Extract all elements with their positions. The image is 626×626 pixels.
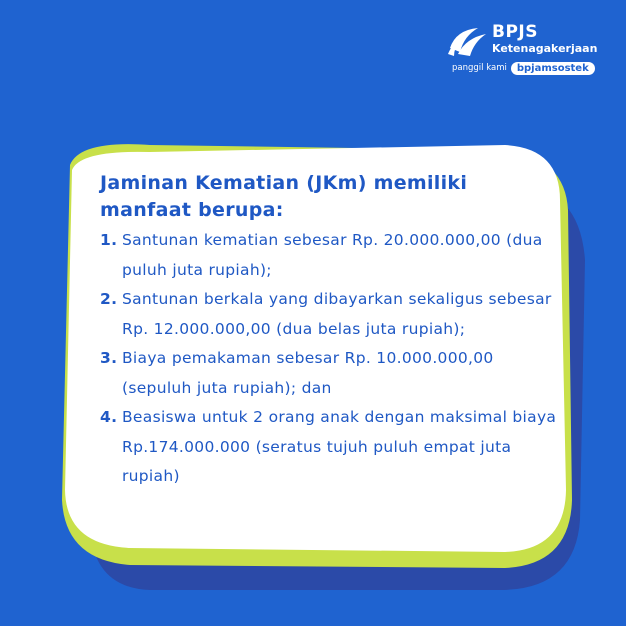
- benefit-list: [100, 226, 560, 492]
- benefit-item-2: [100, 285, 560, 344]
- benefit-number: 1.: [100, 231, 118, 249]
- logo-tagline-prefix: panggil kami: [452, 63, 507, 73]
- benefit-number: 4.: [100, 408, 118, 426]
- benefit-text: Biaya pemakaman sebesar Rp. 10.000.000,00 (sepuluh juta rupiah); dan: [122, 349, 494, 397]
- benefit-item-4: [100, 403, 560, 492]
- benefit-number: 3.: [100, 349, 118, 367]
- bpjs-emblem-icon: [446, 24, 490, 58]
- benefit-item-1: [100, 226, 560, 285]
- bpjs-logo: [446, 22, 616, 78]
- logo-brand: BPJS: [492, 22, 538, 42]
- benefit-text: Santunan kematian sebesar Rp. 20.000.000,00 (dua puluh juta rupiah);: [122, 231, 543, 279]
- benefit-text: Santunan berkala yang dibayarkan sekaligus sebesar Rp. 12.000.000,00 (dua belas juta rupiah);: [122, 290, 552, 338]
- benefit-number: 2.: [100, 290, 118, 308]
- card-content: [100, 170, 560, 492]
- benefit-item-3: [100, 344, 560, 403]
- page-title: Jaminan Kematian (JKm) memiliki manfaat berupa:: [100, 172, 468, 221]
- logo-subtitle: Ketenagakerjaan: [492, 42, 598, 55]
- benefit-text: Beasiswa untuk 2 orang anak dengan maksimal biaya Rp.174.000.000 (seratus tujuh puluh empat juta rupiah): [122, 408, 557, 485]
- logo-tagline-pill: bpjamsostek: [511, 62, 595, 75]
- logo-tagline: [452, 60, 595, 76]
